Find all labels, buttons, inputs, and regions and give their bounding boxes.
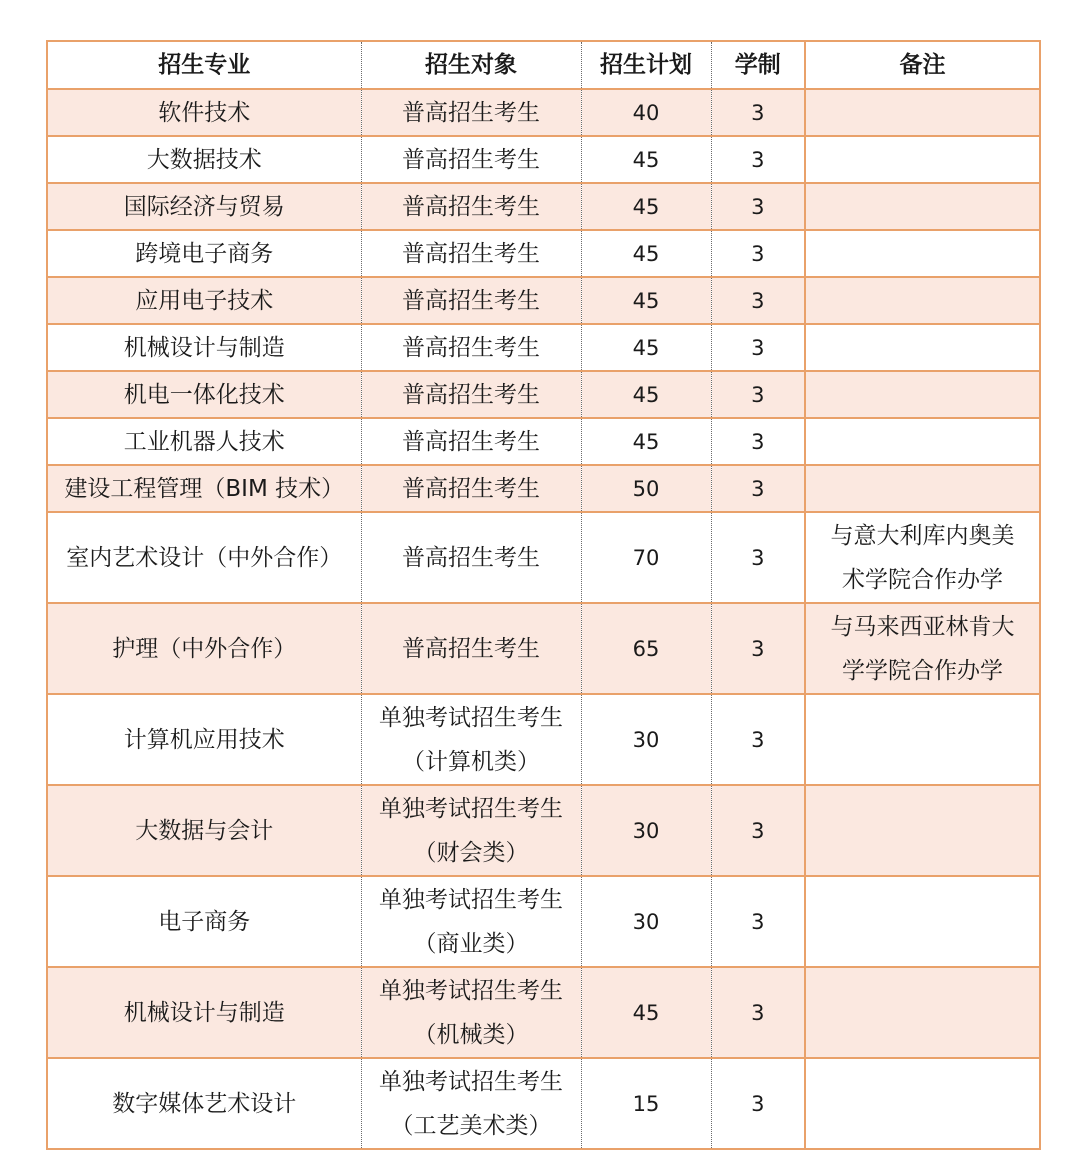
cell-plan: 50 bbox=[581, 465, 711, 512]
cell-major: 跨境电子商务 bbox=[47, 230, 361, 277]
cell-target bbox=[361, 694, 581, 785]
cell-years: 3 bbox=[711, 1058, 805, 1149]
cell-note bbox=[805, 967, 1040, 1058]
cell-major: 护理（中外合作） bbox=[47, 603, 361, 694]
cell-target bbox=[361, 512, 581, 603]
cell-target-line: 普高招生考生 bbox=[402, 287, 540, 314]
cell-major: 电子商务 bbox=[47, 876, 361, 967]
cell-years: 3 bbox=[711, 465, 805, 512]
cell-major: 应用电子技术 bbox=[47, 277, 361, 324]
header-plan: 招生计划 bbox=[581, 41, 711, 89]
table-row bbox=[47, 371, 1040, 418]
cell-major: 国际经济与贸易 bbox=[47, 183, 361, 230]
cell-target bbox=[361, 603, 581, 694]
cell-note bbox=[805, 876, 1040, 967]
cell-note-line: 术学院合作办学 bbox=[842, 566, 1003, 593]
cell-target-line: 普高招生考生 bbox=[402, 635, 540, 662]
cell-plan: 40 bbox=[581, 89, 711, 136]
table-row bbox=[47, 603, 1040, 694]
header-target: 招生对象 bbox=[361, 41, 581, 89]
cell-plan: 65 bbox=[581, 603, 711, 694]
cell-plan: 45 bbox=[581, 277, 711, 324]
cell-years: 3 bbox=[711, 230, 805, 277]
cell-target bbox=[361, 230, 581, 277]
cell-major: 机械设计与制造 bbox=[47, 967, 361, 1058]
table-row bbox=[47, 465, 1040, 512]
cell-plan: 45 bbox=[581, 230, 711, 277]
cell-plan: 45 bbox=[581, 324, 711, 371]
cell-plan: 70 bbox=[581, 512, 711, 603]
cell-target bbox=[361, 785, 581, 876]
cell-target-line: 普高招生考生 bbox=[402, 428, 540, 455]
cell-note bbox=[805, 418, 1040, 465]
cell-major: 机械设计与制造 bbox=[47, 324, 361, 371]
cell-major: 软件技术 bbox=[47, 89, 361, 136]
cell-major: 计算机应用技术 bbox=[47, 694, 361, 785]
cell-target-line: 普高招生考生 bbox=[402, 99, 540, 126]
cell-target-line: 普高招生考生 bbox=[402, 334, 540, 361]
cell-major: 大数据技术 bbox=[47, 136, 361, 183]
cell-major: 工业机器人技术 bbox=[47, 418, 361, 465]
cell-target bbox=[361, 277, 581, 324]
cell-target-line: 普高招生考生 bbox=[402, 381, 540, 408]
cell-years: 3 bbox=[711, 371, 805, 418]
table-header-row bbox=[47, 41, 1040, 89]
cell-plan: 45 bbox=[581, 136, 711, 183]
cell-years: 3 bbox=[711, 785, 805, 876]
header-major: 招生专业 bbox=[47, 41, 361, 89]
cell-major: 建设工程管理（BIM 技术） bbox=[47, 465, 361, 512]
cell-years: 3 bbox=[711, 418, 805, 465]
cell-note bbox=[805, 512, 1040, 603]
cell-target-line: 单独考试招生考生 bbox=[379, 795, 563, 822]
table-row bbox=[47, 277, 1040, 324]
cell-years: 3 bbox=[711, 603, 805, 694]
cell-note bbox=[805, 694, 1040, 785]
cell-target bbox=[361, 324, 581, 371]
cell-major: 机电一体化技术 bbox=[47, 371, 361, 418]
cell-note bbox=[805, 89, 1040, 136]
cell-plan: 15 bbox=[581, 1058, 711, 1149]
header-years: 学制 bbox=[711, 41, 805, 89]
cell-note bbox=[805, 785, 1040, 876]
cell-target bbox=[361, 183, 581, 230]
cell-plan: 30 bbox=[581, 876, 711, 967]
cell-note bbox=[805, 230, 1040, 277]
cell-note bbox=[805, 371, 1040, 418]
header-note: 备注 bbox=[805, 41, 1040, 89]
cell-years: 3 bbox=[711, 277, 805, 324]
cell-target-line: 单独考试招生考生 bbox=[379, 704, 563, 731]
cell-target bbox=[361, 89, 581, 136]
table-row bbox=[47, 183, 1040, 230]
cell-plan: 45 bbox=[581, 967, 711, 1058]
cell-years: 3 bbox=[711, 876, 805, 967]
cell-years: 3 bbox=[711, 694, 805, 785]
cell-plan: 30 bbox=[581, 785, 711, 876]
cell-target bbox=[361, 1058, 581, 1149]
table-row bbox=[47, 512, 1040, 603]
cell-note-line: 学学院合作办学 bbox=[842, 657, 1003, 684]
cell-note bbox=[805, 183, 1040, 230]
cell-note bbox=[805, 1058, 1040, 1149]
enrollment-table-wrapper bbox=[46, 40, 1039, 1150]
cell-target-line: 单独考试招生考生 bbox=[379, 977, 563, 1004]
table-body bbox=[47, 89, 1040, 1149]
cell-note-line: 与马来西亚林肯大 bbox=[830, 613, 1015, 640]
cell-years: 3 bbox=[711, 183, 805, 230]
cell-target-line: 普高招生考生 bbox=[402, 240, 540, 267]
table-row bbox=[47, 876, 1040, 967]
cell-target-line: （工艺美术类） bbox=[390, 1112, 552, 1139]
cell-major: 数字媒体艺术设计 bbox=[47, 1058, 361, 1149]
cell-target bbox=[361, 465, 581, 512]
cell-target-line: 普高招生考生 bbox=[402, 193, 540, 220]
table-row bbox=[47, 785, 1040, 876]
table-row bbox=[47, 324, 1040, 371]
cell-target-line: （机械类） bbox=[413, 1021, 529, 1048]
cell-years: 3 bbox=[711, 967, 805, 1058]
cell-note-line: 与意大利库内奥美 bbox=[830, 522, 1015, 549]
cell-years: 3 bbox=[711, 136, 805, 183]
cell-target-line: （财会类） bbox=[413, 839, 529, 866]
cell-plan: 45 bbox=[581, 183, 711, 230]
table-row bbox=[47, 418, 1040, 465]
cell-note bbox=[805, 324, 1040, 371]
cell-plan: 45 bbox=[581, 418, 711, 465]
cell-major: 大数据与会计 bbox=[47, 785, 361, 876]
cell-major: 室内艺术设计（中外合作） bbox=[47, 512, 361, 603]
cell-note bbox=[805, 277, 1040, 324]
cell-target-line: 普高招生考生 bbox=[402, 146, 540, 173]
cell-target-line: 普高招生考生 bbox=[402, 475, 540, 502]
cell-years: 3 bbox=[711, 324, 805, 371]
cell-years: 3 bbox=[711, 89, 805, 136]
table-row bbox=[47, 136, 1040, 183]
cell-target-line: 单独考试招生考生 bbox=[379, 886, 563, 913]
cell-target-line: 普高招生考生 bbox=[402, 544, 540, 571]
cell-target-line: （商业类） bbox=[413, 930, 529, 957]
table-row bbox=[47, 694, 1040, 785]
cell-note bbox=[805, 136, 1040, 183]
table-row bbox=[47, 967, 1040, 1058]
cell-target bbox=[361, 418, 581, 465]
cell-target bbox=[361, 136, 581, 183]
cell-note bbox=[805, 603, 1040, 694]
table-row bbox=[47, 89, 1040, 136]
cell-years: 3 bbox=[711, 512, 805, 603]
enrollment-plan-table bbox=[46, 40, 1041, 1150]
table-row bbox=[47, 1058, 1040, 1149]
cell-plan: 45 bbox=[581, 371, 711, 418]
cell-target bbox=[361, 371, 581, 418]
cell-target bbox=[361, 967, 581, 1058]
cell-target-line: 单独考试招生考生 bbox=[379, 1068, 563, 1095]
cell-target bbox=[361, 876, 581, 967]
cell-plan: 30 bbox=[581, 694, 711, 785]
table-row bbox=[47, 230, 1040, 277]
cell-note bbox=[805, 465, 1040, 512]
cell-target-line: （计算机类） bbox=[402, 748, 540, 775]
